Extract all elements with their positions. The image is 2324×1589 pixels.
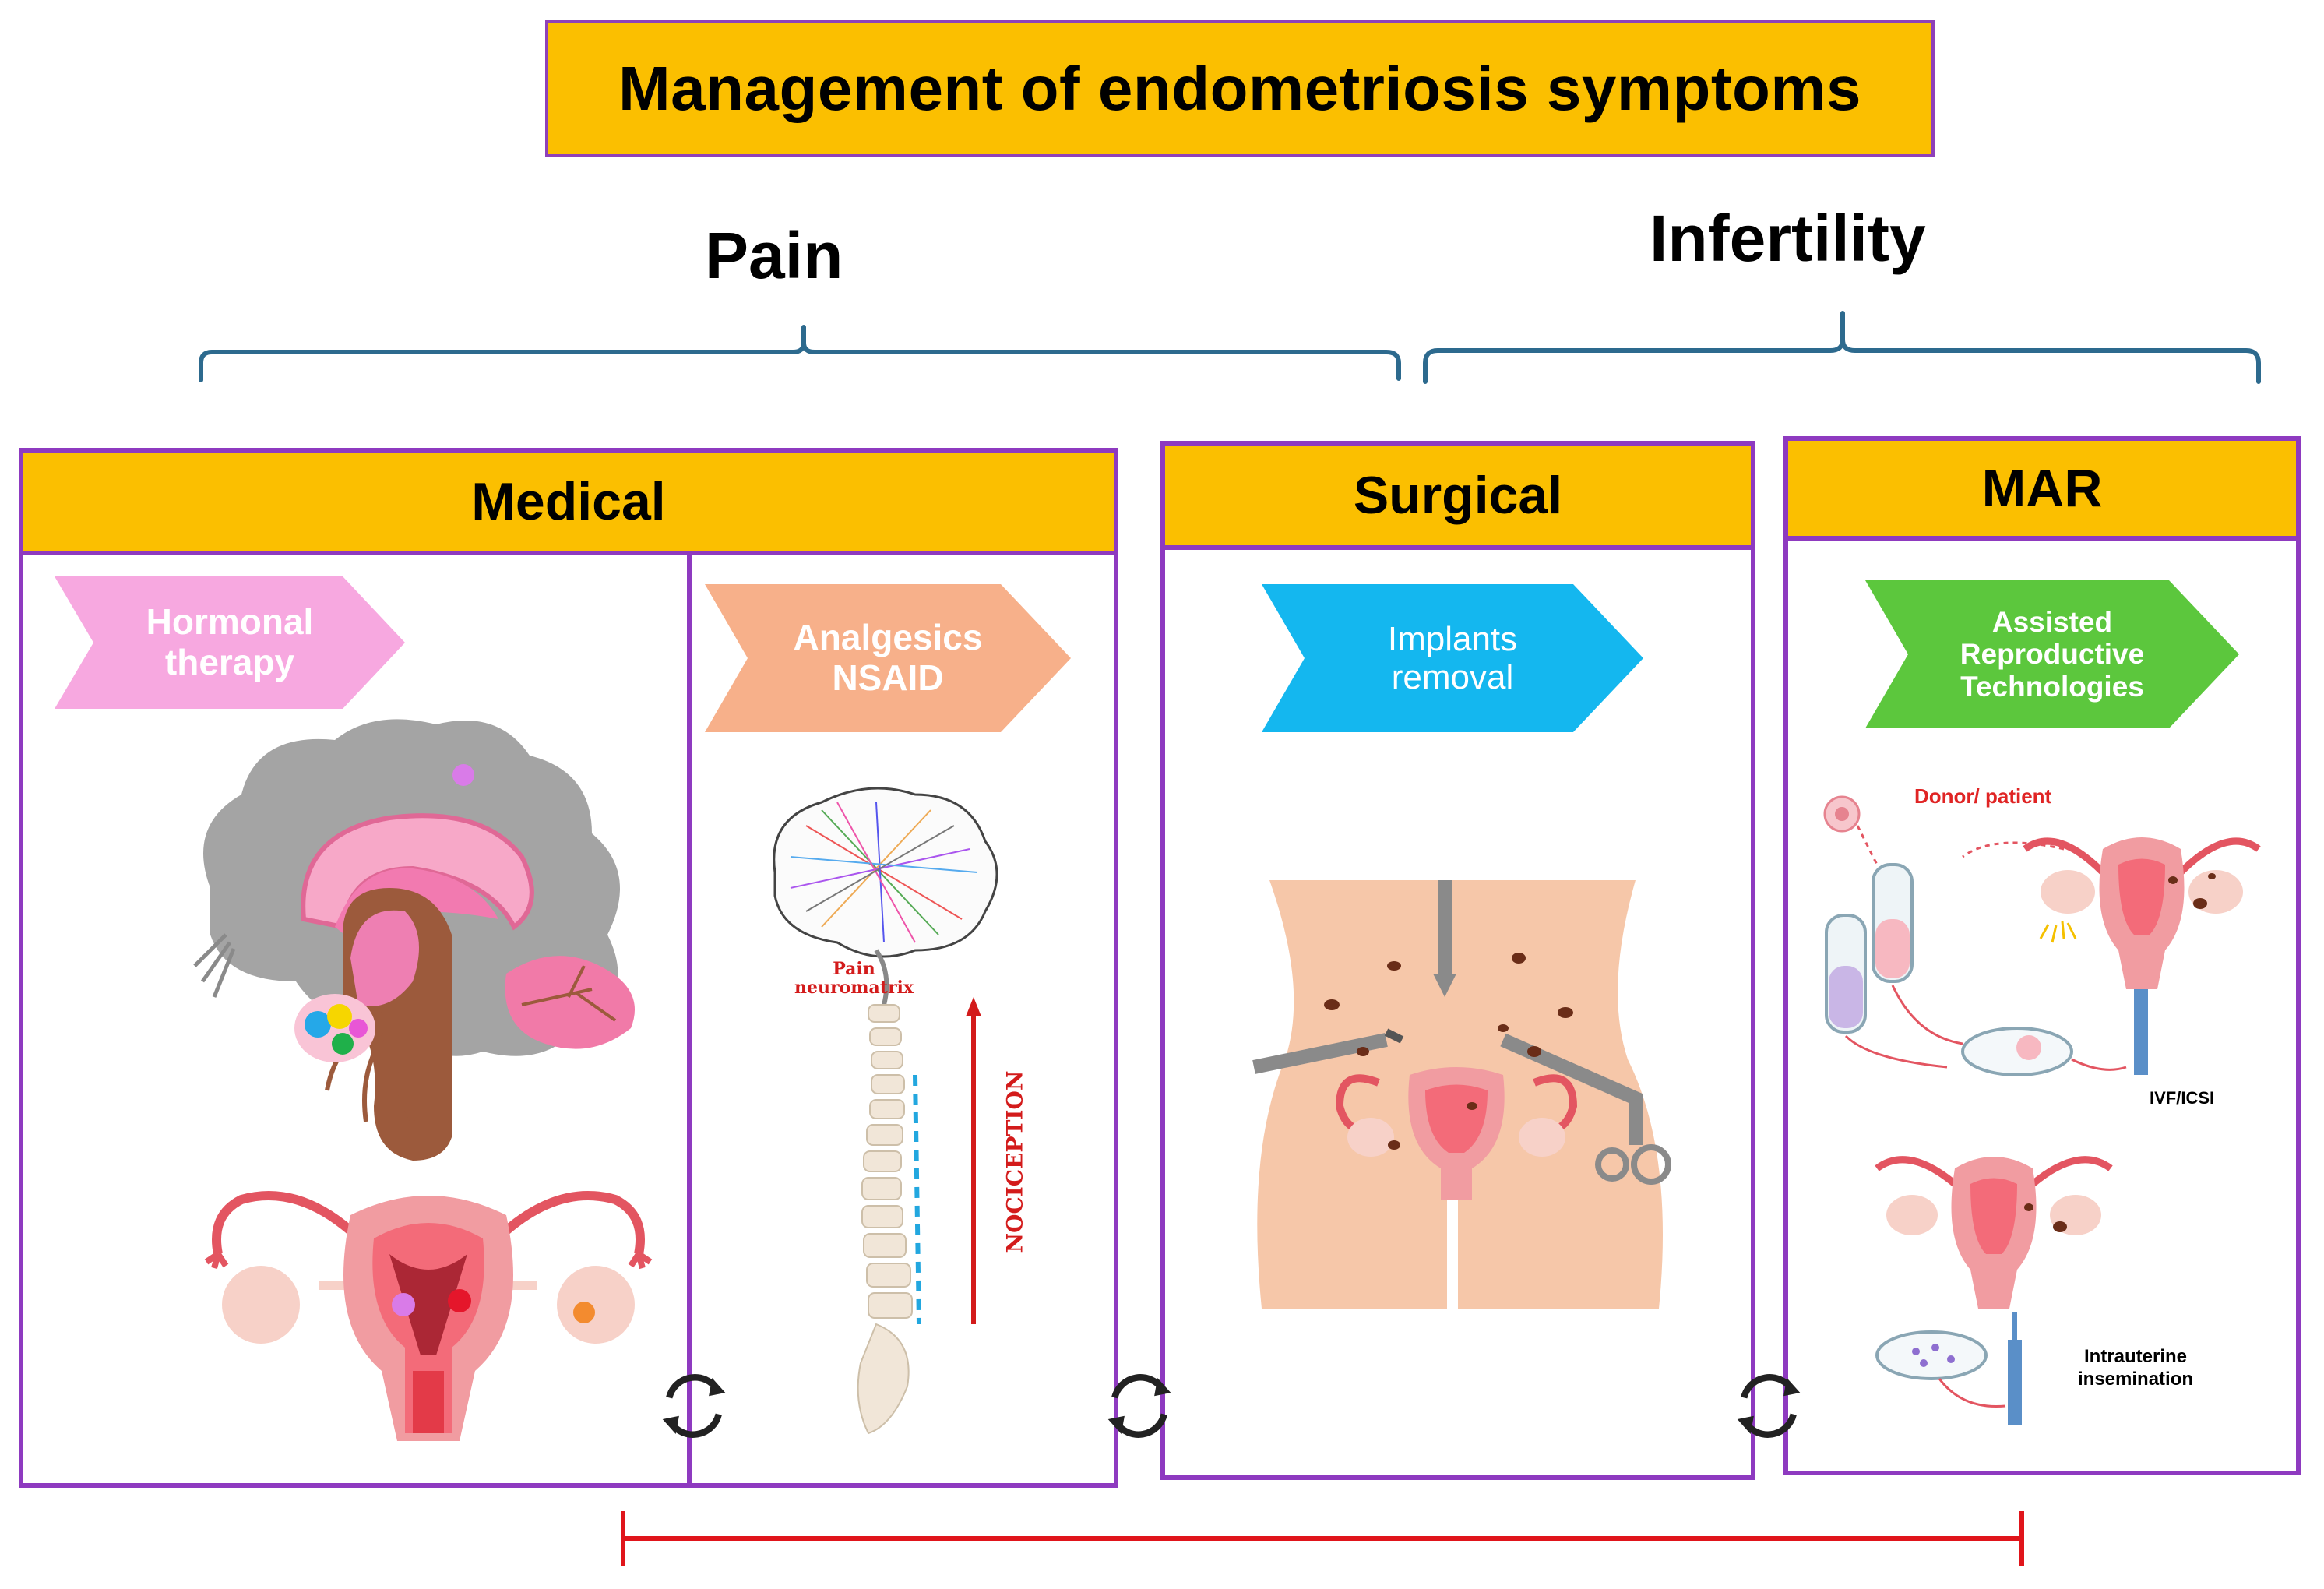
brain-spine-illustration	[759, 779, 1016, 1449]
intrauterine-insemination-label: Intrauterine insemination	[2078, 1346, 2194, 1390]
cycle-icon	[653, 1365, 735, 1447]
assisted-reproductive-technologies-label: Assisted Reproductive Technologies	[1960, 605, 2145, 703]
ivf-illustration	[1807, 779, 2290, 1090]
brain-hpg-illustration	[156, 701, 662, 1184]
laparoscopy-illustration	[1238, 872, 1674, 1309]
implants-removal-label: Implants removal	[1387, 619, 1518, 696]
infertility-bracket	[1425, 313, 2259, 382]
uterus-hormonal-illustration	[195, 1168, 662, 1457]
medical-header: Medical	[19, 448, 1118, 555]
nociception-label: NOCICEPTION	[1002, 1070, 1028, 1253]
category-brackets	[0, 0, 2324, 405]
iui-illustration	[1838, 1137, 2150, 1449]
donor-patient-label: Donor/ patient	[1914, 784, 2052, 808]
category-infertility: Infertility	[1650, 202, 1926, 275]
category-pain: Pain	[705, 219, 843, 292]
timeline-bar	[0, 1496, 2324, 1581]
ivf-icsi-label: IVF/ICSI	[2150, 1088, 2215, 1108]
pain-bracket	[201, 327, 1399, 380]
medical-divider	[687, 555, 692, 1488]
pain-neuromatrix-label: Pain neuromatrix	[794, 959, 914, 999]
mar-header: MAR	[1783, 436, 2301, 541]
cycle-icon	[1727, 1365, 1810, 1447]
cycle-icon	[1098, 1365, 1181, 1447]
surgical-header: Surgical	[1160, 441, 1755, 550]
hormonal-therapy-label: Hormonal therapy	[146, 601, 314, 682]
analgesics-nsaid-label: Analgesics NSAID	[793, 617, 983, 698]
diagram-title: Management of endometriosis symptoms	[545, 20, 1935, 157]
